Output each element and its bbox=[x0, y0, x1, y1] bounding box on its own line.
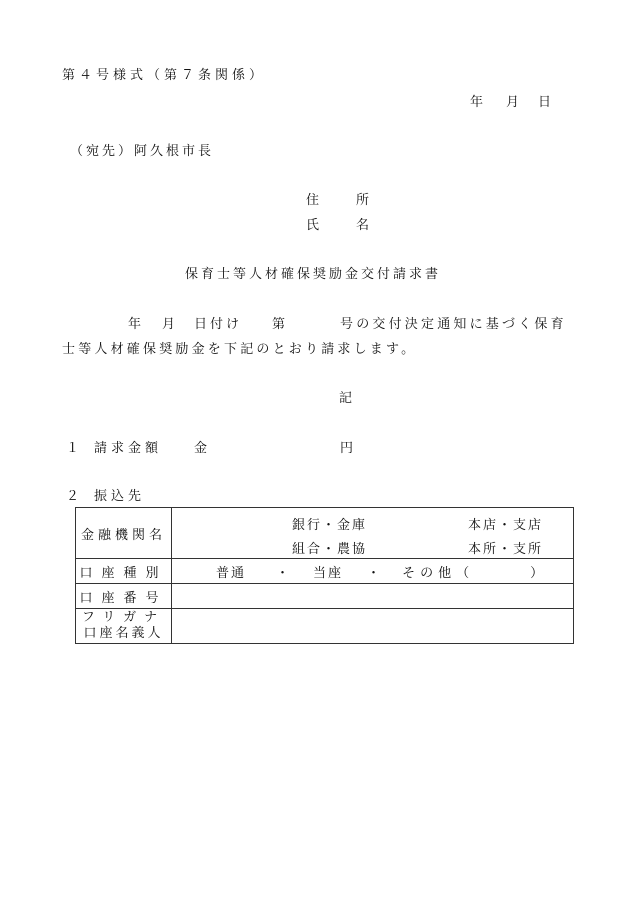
account-number-value-cell[interactable] bbox=[172, 584, 574, 609]
date-month: 月 bbox=[506, 95, 520, 110]
body-day-dated: 日付け bbox=[194, 317, 243, 332]
address-label-char2: 所 bbox=[356, 193, 370, 208]
bank-info-table bbox=[75, 507, 574, 644]
branch-type-1: 本店・支店 bbox=[468, 518, 544, 533]
account-holder-label: 口座名義人 bbox=[83, 626, 164, 641]
date-day: 日 bbox=[538, 95, 552, 110]
account-type-value-cell[interactable] bbox=[172, 559, 574, 584]
name-label-char1: 氏 bbox=[306, 218, 320, 233]
body-line1-rest: 号の交付決定通知に基づく保育 bbox=[340, 317, 567, 332]
account-number-label: 口座番号 bbox=[79, 590, 168, 606]
institution-label-cell bbox=[76, 508, 172, 559]
account-type-separator-2: ・ bbox=[367, 565, 383, 581]
account-type-toza[interactable]: 当座 bbox=[313, 565, 344, 581]
ki-mark: 記 bbox=[339, 391, 353, 406]
bank-type-2: 組合・農協 bbox=[292, 542, 368, 557]
form-number: 第４号様式（第７条関係） bbox=[62, 68, 267, 83]
body-month: 月 bbox=[162, 317, 176, 332]
account-type-separator-1: ・ bbox=[276, 565, 292, 581]
furigana-label: フリガナ bbox=[81, 610, 166, 625]
item2-number: ２ bbox=[66, 489, 80, 504]
account-holder-row bbox=[76, 609, 574, 644]
date-year: 年 bbox=[470, 95, 484, 110]
institution-row bbox=[76, 508, 574, 559]
document-title: 保育士等人材確保奨励金交付請求書 bbox=[185, 267, 442, 282]
bank-type-1: 銀行・金庫 bbox=[292, 518, 368, 533]
item2-label: 振込先 bbox=[94, 489, 146, 504]
account-number-row bbox=[76, 584, 574, 609]
body-dai: 第 bbox=[272, 317, 286, 332]
body-line2: 士等人材確保奨励金を下記のとおり請求します。 bbox=[62, 342, 418, 357]
address-label-char1: 住 bbox=[306, 193, 320, 208]
item1-yen: 円 bbox=[340, 441, 354, 456]
body-year: 年 bbox=[128, 317, 142, 332]
account-number-label-cell bbox=[76, 584, 172, 609]
branch-type-2: 本所・支所 bbox=[468, 542, 544, 557]
account-type-label-cell bbox=[76, 559, 172, 584]
name-label-char2: 名 bbox=[356, 218, 370, 233]
addressee: （宛先）阿久根市長 bbox=[70, 144, 215, 159]
item1-kin: 金 bbox=[194, 441, 208, 456]
item1-label: 請求金額 bbox=[94, 441, 163, 456]
account-holder-value-cell[interactable] bbox=[172, 609, 574, 644]
account-holder-label-cell bbox=[76, 609, 172, 644]
account-type-other[interactable]: その他（ bbox=[402, 565, 475, 581]
account-type-label: 口座種別 bbox=[79, 565, 168, 581]
item1-number: １ bbox=[66, 441, 80, 456]
institution-value-cell[interactable] bbox=[172, 508, 574, 559]
account-type-row bbox=[76, 559, 574, 584]
account-type-futsu[interactable]: 普通 bbox=[216, 565, 247, 581]
institution-label: 金融機関名 bbox=[80, 527, 166, 543]
account-type-close-paren: ） bbox=[530, 565, 546, 581]
